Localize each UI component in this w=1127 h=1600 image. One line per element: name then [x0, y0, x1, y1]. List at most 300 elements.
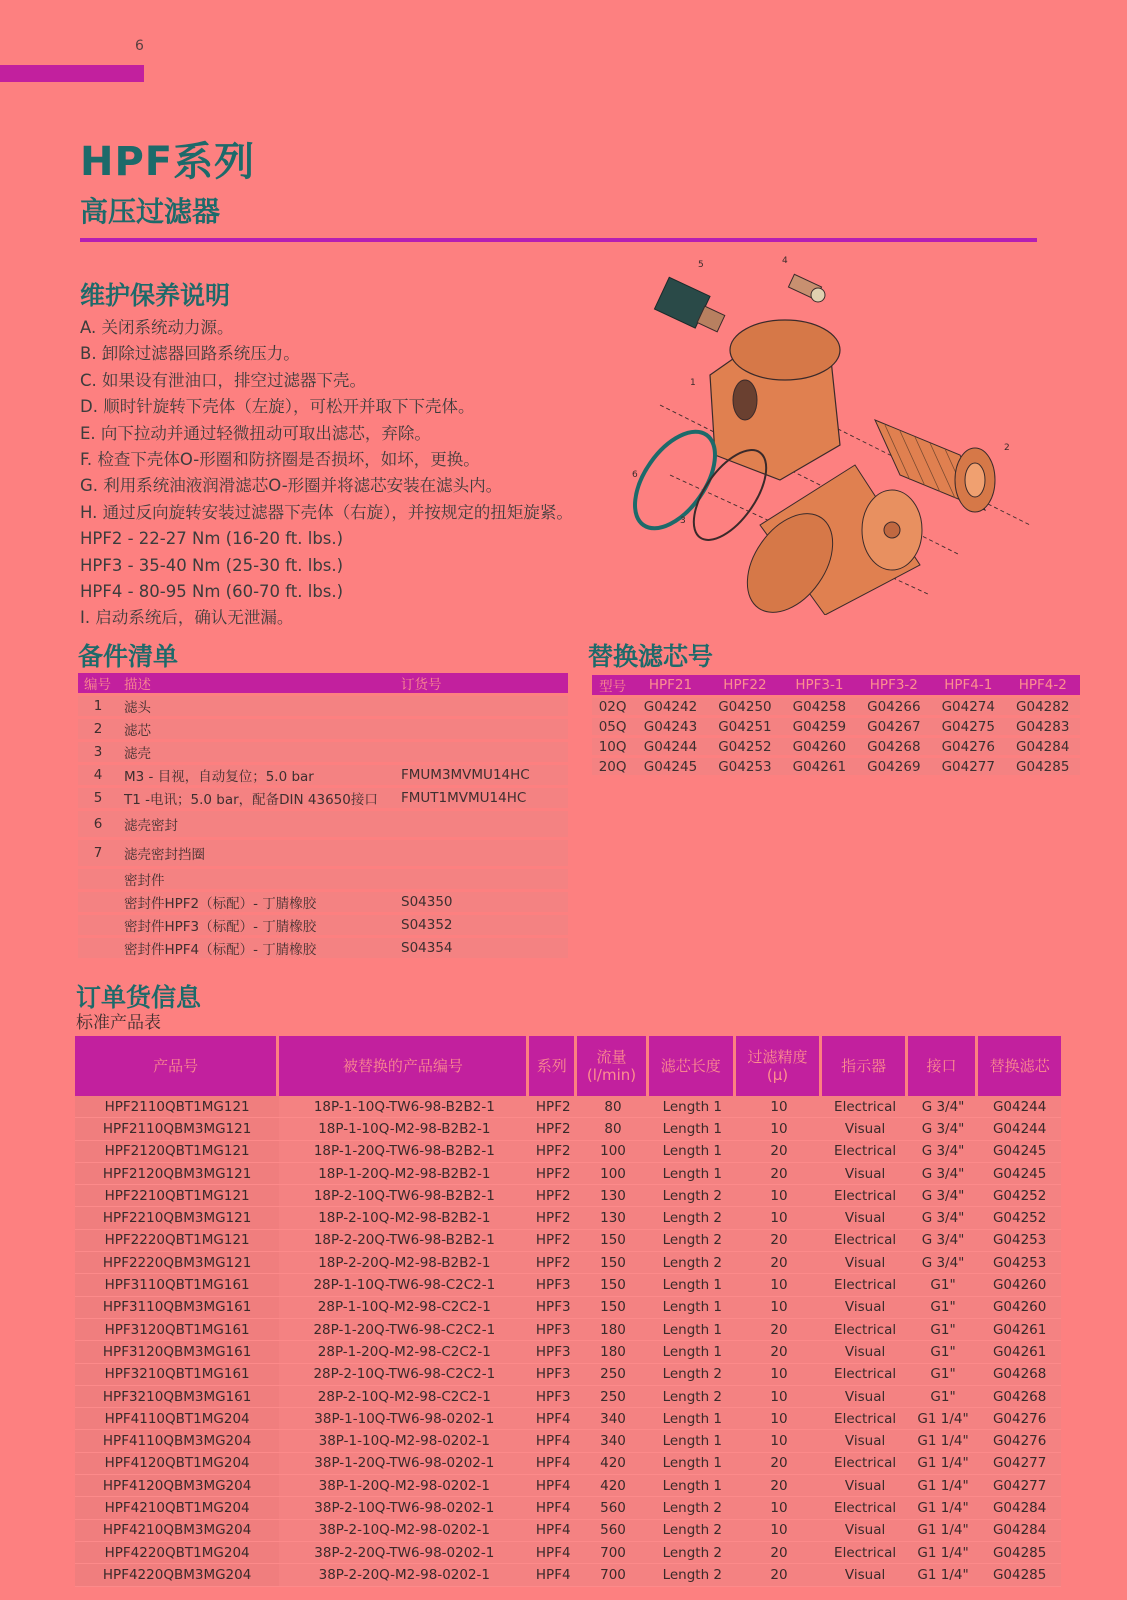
port: G1" [908, 1274, 979, 1296]
product-number: HPF2220QBT1MG121 [75, 1230, 279, 1252]
series: HPF2 [529, 1207, 577, 1229]
series: HPF4 [529, 1475, 577, 1497]
port: G 3/4" [908, 1252, 979, 1274]
order-row [75, 1453, 1061, 1475]
port: G1" [908, 1364, 979, 1386]
parts-row [78, 765, 568, 785]
element-length: Length 1 [649, 1141, 736, 1163]
replacement-element: G04285 [978, 1564, 1061, 1586]
replaced-part-number: 28P-2-10Q-TW6-98-C2C2-1 [279, 1364, 529, 1386]
filtration-rating: 20 [736, 1230, 823, 1252]
element-length: Length 1 [649, 1341, 736, 1363]
element-code: G04284 [1006, 738, 1080, 755]
parts-row [78, 742, 568, 762]
element-code: G04267 [857, 718, 931, 735]
element-code: G04269 [857, 758, 931, 775]
part-description: 密封件HPF2（标配）- 丁腈橡胶 [118, 892, 395, 912]
flow-rate: 150 [577, 1274, 649, 1296]
order-column-header: 接口 [908, 1036, 979, 1096]
part-number [78, 938, 118, 958]
indicator: Electrical [822, 1364, 907, 1386]
filter-rating: 02Q [592, 698, 633, 715]
filter-head [710, 320, 840, 480]
product-number: HPF2220QBM3MG121 [75, 1252, 279, 1274]
series: HPF3 [529, 1274, 577, 1296]
flow-rate: 340 [577, 1430, 649, 1452]
filtration-rating: 10 [736, 1430, 823, 1452]
flow-rate: 700 [577, 1542, 649, 1564]
indicator: Electrical [822, 1453, 907, 1475]
replaced-part-number: 38P-2-20Q-M2-98-0202-1 [279, 1564, 529, 1586]
order-table [75, 1036, 1061, 1587]
part-order-code [395, 719, 568, 739]
product-number: HPF2120QBM3MG121 [75, 1163, 279, 1185]
maintenance-step: HPF3 - 35-40 Nm (25-30 ft. lbs.) [80, 555, 344, 575]
maintenance-step: C. 如果设有泄油口，排空过滤器下壳。 [80, 370, 367, 390]
element-length: Length 2 [649, 1497, 736, 1519]
indicator: Electrical [822, 1319, 907, 1341]
element-length: Length 1 [649, 1297, 736, 1319]
product-number: HPF4120QBT1MG204 [75, 1453, 279, 1475]
maintenance-step: HPF4 - 80-95 Nm (60-70 ft. lbs.) [80, 582, 344, 602]
replaced-part-number: 28P-1-20Q-M2-98-C2C2-1 [279, 1341, 529, 1363]
series: HPF4 [529, 1408, 577, 1430]
maintenance-steps [80, 315, 640, 632]
order-row [75, 1141, 1061, 1163]
replacement-column-header: 型号 [592, 675, 633, 695]
filtration-rating: 10 [736, 1207, 823, 1229]
indicator: Visual [822, 1386, 907, 1408]
replaced-part-number: 38P-1-20Q-TW6-98-0202-1 [279, 1453, 529, 1475]
element-length: Length 2 [649, 1230, 736, 1252]
element-length: Length 1 [649, 1118, 736, 1140]
part-description: 密封件HPF4（标配）- 丁腈橡胶 [118, 938, 395, 958]
element-code: G04244 [633, 738, 707, 755]
indicator: Electrical [822, 1274, 907, 1296]
part-number: 1 [78, 696, 118, 716]
replacement-element: G04245 [978, 1163, 1061, 1185]
order-row [75, 1252, 1061, 1274]
maintenance-heading: 维护保养说明 [80, 281, 231, 310]
filtration-rating: 10 [736, 1096, 823, 1118]
series: HPF3 [529, 1297, 577, 1319]
page-subtitle: 高压过滤器 [80, 195, 221, 228]
replacement-element: G04277 [978, 1475, 1061, 1497]
callout-3: 3 [680, 516, 686, 526]
element-length: Length 2 [649, 1542, 736, 1564]
replacement-column-header: HPF4-1 [931, 675, 1005, 695]
indicator: Visual [822, 1564, 907, 1586]
replaced-part-number: 38P-2-10Q-TW6-98-0202-1 [279, 1497, 529, 1519]
callout-6: 6 [632, 470, 638, 480]
indicator: Electrical [822, 1408, 907, 1430]
parts-column-header: 描述 [118, 673, 395, 693]
replacement-row [592, 718, 1080, 735]
parts-row [78, 915, 568, 935]
series: HPF2 [529, 1163, 577, 1185]
replacement-column-header: HPF3-1 [782, 675, 856, 695]
replacement-element: G04285 [978, 1542, 1061, 1564]
replaced-part-number: 18P-2-20Q-M2-98-B2B2-1 [279, 1252, 529, 1274]
filtration-rating: 10 [736, 1364, 823, 1386]
part-order-code: FMUM3MVMU14HC [395, 765, 568, 785]
replaced-part-number: 18P-1-20Q-TW6-98-B2B2-1 [279, 1141, 529, 1163]
part-description: T1 -电讯；5.0 bar，配备DIN 43650接口 [118, 788, 395, 808]
replaced-part-number: 18P-1-10Q-M2-98-B2B2-1 [279, 1118, 529, 1140]
replaced-part-number: 28P-1-10Q-TW6-98-C2C2-1 [279, 1274, 529, 1296]
product-number: HPF3110QBT1MG161 [75, 1274, 279, 1296]
flow-rate: 180 [577, 1319, 649, 1341]
order-row [75, 1274, 1061, 1296]
filter-bowl [730, 465, 922, 615]
element-code: G04274 [931, 698, 1005, 715]
series: HPF2 [529, 1185, 577, 1207]
element-length: Length 2 [649, 1364, 736, 1386]
part-order-code [395, 811, 568, 837]
product-number: HPF3210QBT1MG161 [75, 1364, 279, 1386]
title-divider [80, 238, 1037, 242]
indicator: Electrical [822, 1185, 907, 1207]
port: G 3/4" [908, 1118, 979, 1140]
series: HPF2 [529, 1141, 577, 1163]
product-number: HPF4220QBM3MG204 [75, 1564, 279, 1586]
part-number: 5 [78, 788, 118, 808]
indicator: Visual [822, 1341, 907, 1363]
parts-row [78, 840, 568, 866]
product-number: HPF3120QBT1MG161 [75, 1319, 279, 1341]
filter-rating: 10Q [592, 738, 633, 755]
replacement-element: G04260 [978, 1297, 1061, 1319]
part-description: 滤壳 [118, 742, 395, 762]
flow-rate: 560 [577, 1497, 649, 1519]
indicator: Electrical [822, 1096, 907, 1118]
parts-row [78, 892, 568, 912]
port: G1 1/4" [908, 1564, 979, 1586]
order-heading: 订单货信息 [76, 983, 202, 1012]
port: G 3/4" [908, 1207, 979, 1229]
flow-rate: 100 [577, 1141, 649, 1163]
flow-rate: 420 [577, 1475, 649, 1497]
part-number: 6 [78, 811, 118, 837]
series: HPF4 [529, 1520, 577, 1542]
order-row [75, 1319, 1061, 1341]
order-row [75, 1542, 1061, 1564]
element-length: Length 1 [649, 1163, 736, 1185]
element-code: G04266 [857, 698, 931, 715]
product-number: HPF4110QBT1MG204 [75, 1408, 279, 1430]
product-number: HPF4220QBT1MG204 [75, 1542, 279, 1564]
flow-rate: 80 [577, 1118, 649, 1140]
flow-rate: 150 [577, 1230, 649, 1252]
parts-column-header: 订货号 [395, 673, 568, 693]
part-description: 滤头 [118, 696, 395, 716]
flow-rate: 80 [577, 1096, 649, 1118]
part-order-code [395, 840, 568, 866]
replaced-part-number: 28P-1-10Q-M2-98-C2C2-1 [279, 1297, 529, 1319]
port: G1" [908, 1297, 979, 1319]
replacement-element: G04252 [978, 1185, 1061, 1207]
replacement-element: G04260 [978, 1274, 1061, 1296]
order-row [75, 1297, 1061, 1319]
replacement-element: G04284 [978, 1520, 1061, 1542]
replacement-row [592, 738, 1080, 755]
flow-rate: 100 [577, 1163, 649, 1185]
electrical-indicator [654, 277, 724, 332]
series: HPF4 [529, 1453, 577, 1475]
callout-2: 2 [1004, 443, 1010, 453]
flow-rate: 180 [577, 1341, 649, 1363]
order-row [75, 1207, 1061, 1229]
flow-rate: 150 [577, 1297, 649, 1319]
port: G1" [908, 1341, 979, 1363]
flow-rate: 420 [577, 1453, 649, 1475]
replacement-element: G04276 [978, 1408, 1061, 1430]
indicator: Electrical [822, 1497, 907, 1519]
order-row [75, 1497, 1061, 1519]
filtration-rating: 20 [736, 1141, 823, 1163]
replacement-element: G04261 [978, 1341, 1061, 1363]
part-order-code [395, 696, 568, 716]
filtration-rating: 10 [736, 1520, 823, 1542]
filtration-rating: 20 [736, 1542, 823, 1564]
element-length: Length 2 [649, 1252, 736, 1274]
parts-row [78, 938, 568, 958]
element-code: G04285 [1006, 758, 1080, 775]
element-code: G04268 [857, 738, 931, 755]
replacement-element: G04253 [978, 1252, 1061, 1274]
order-column-header: 过滤精度 (μ) [736, 1036, 823, 1096]
filtration-rating: 10 [736, 1118, 823, 1140]
part-order-code [395, 869, 568, 889]
filtration-rating: 10 [736, 1297, 823, 1319]
order-column-header: 被替换的产品编号 [279, 1036, 529, 1096]
product-number: HPF3210QBM3MG161 [75, 1386, 279, 1408]
order-row [75, 1430, 1061, 1452]
maintenance-step: B. 卸除过滤器回路系统压力。 [80, 344, 300, 364]
order-row [75, 1230, 1061, 1252]
parts-row [78, 696, 568, 716]
order-column-header: 产品号 [75, 1036, 279, 1096]
product-number: HPF2110QBT1MG121 [75, 1096, 279, 1118]
part-description: M3 - 目视，自动复位；5.0 bar [118, 765, 395, 785]
element-code: G04253 [708, 758, 782, 775]
maintenance-step: G. 利用系统油液润滑滤芯O-形圈并将滤芯安装在滤头内。 [80, 476, 503, 496]
order-row [75, 1386, 1061, 1408]
flow-rate: 130 [577, 1185, 649, 1207]
indicator: Visual [822, 1520, 907, 1542]
port: G1 1/4" [908, 1542, 979, 1564]
replacement-element: G04253 [978, 1230, 1061, 1252]
indicator: Visual [822, 1252, 907, 1274]
series: HPF2 [529, 1230, 577, 1252]
product-number: HPF4120QBM3MG204 [75, 1475, 279, 1497]
filtration-rating: 20 [736, 1475, 823, 1497]
order-column-header: 系列 [529, 1036, 577, 1096]
parts-row [78, 719, 568, 739]
filtration-rating: 20 [736, 1319, 823, 1341]
port: G1 1/4" [908, 1430, 979, 1452]
order-row [75, 1185, 1061, 1207]
replacement-element: G04277 [978, 1453, 1061, 1475]
replacement-row [592, 698, 1080, 715]
filter-exploded-diagram [630, 255, 1050, 615]
replacement-row [592, 758, 1080, 775]
order-row [75, 1096, 1061, 1118]
series: HPF2 [529, 1252, 577, 1274]
replacement-element: G04252 [978, 1207, 1061, 1229]
filtration-rating: 20 [736, 1163, 823, 1185]
replacement-element: G04268 [978, 1386, 1061, 1408]
port: G1 1/4" [908, 1497, 979, 1519]
element-length: Length 1 [649, 1430, 736, 1452]
port: G1 1/4" [908, 1408, 979, 1430]
element-code: G04283 [1006, 718, 1080, 735]
product-number: HPF4210QBM3MG204 [75, 1520, 279, 1542]
order-row [75, 1341, 1061, 1363]
order-row [75, 1118, 1061, 1140]
flow-rate: 700 [577, 1564, 649, 1586]
replaced-part-number: 28P-2-10Q-M2-98-C2C2-1 [279, 1386, 529, 1408]
parts-row [78, 811, 568, 837]
parts-column-header: 编号 [78, 673, 118, 693]
replaced-part-number: 38P-1-20Q-M2-98-0202-1 [279, 1475, 529, 1497]
element-code: G04275 [931, 718, 1005, 735]
part-description: 滤芯 [118, 719, 395, 739]
indicator: Visual [822, 1118, 907, 1140]
flow-rate: 150 [577, 1252, 649, 1274]
order-subheading: 标准产品表 [76, 1013, 161, 1033]
product-number: HPF2210QBT1MG121 [75, 1185, 279, 1207]
element-code: G04261 [782, 758, 856, 775]
filtration-rating: 20 [736, 1453, 823, 1475]
replacement-element: G04268 [978, 1364, 1061, 1386]
series: HPF3 [529, 1386, 577, 1408]
replaced-part-number: 18P-1-20Q-M2-98-B2B2-1 [279, 1163, 529, 1185]
flow-rate: 250 [577, 1364, 649, 1386]
maintenance-step: HPF2 - 22-27 Nm (16-20 ft. lbs.) [80, 529, 344, 549]
element-length: Length 1 [649, 1274, 736, 1296]
indicator: Electrical [822, 1542, 907, 1564]
element-length: Length 1 [649, 1475, 736, 1497]
replacement-element: G04245 [978, 1141, 1061, 1163]
element-length: Length 1 [649, 1096, 736, 1118]
indicator: Electrical [822, 1230, 907, 1252]
element-code: G04242 [633, 698, 707, 715]
port: G 3/4" [908, 1163, 979, 1185]
maintenance-step: H. 通过反向旋转安装过滤器下壳体（右旋），并按规定的扭矩旋紧。 [80, 502, 573, 522]
element-code: G04260 [782, 738, 856, 755]
part-number: 2 [78, 719, 118, 739]
order-column-header: 流量 (l/min) [577, 1036, 649, 1096]
order-row [75, 1408, 1061, 1430]
parts-row [78, 869, 568, 889]
replaced-part-number: 38P-2-10Q-M2-98-0202-1 [279, 1520, 529, 1542]
part-number [78, 915, 118, 935]
replaced-part-number: 38P-1-10Q-M2-98-0202-1 [279, 1430, 529, 1452]
port: G 3/4" [908, 1096, 979, 1118]
port: G1" [908, 1319, 979, 1341]
filter-rating: 20Q [592, 758, 633, 775]
parts-row [78, 788, 568, 808]
element-code: G04282 [1006, 698, 1080, 715]
replacement-column-header: HPF22 [708, 675, 782, 695]
port: G1 1/4" [908, 1475, 979, 1497]
maintenance-step: A. 关闭系统动力源。 [80, 318, 234, 337]
element-code: G04243 [633, 718, 707, 735]
element-code: G04259 [782, 718, 856, 735]
maintenance-step: D. 顺时针旋转下壳体（左旋），可松开并取下下壳体。 [80, 397, 475, 417]
port: G1 1/4" [908, 1453, 979, 1475]
callout-1: 1 [690, 378, 696, 388]
product-number: HPF2110QBM3MG121 [75, 1118, 279, 1140]
header-accent-bar [0, 65, 144, 82]
replacement-heading: 替换滤芯号 [588, 642, 714, 671]
port: G 3/4" [908, 1230, 979, 1252]
port: G1" [908, 1386, 979, 1408]
element-length: Length 1 [649, 1453, 736, 1475]
replaced-part-number: 38P-1-10Q-TW6-98-0202-1 [279, 1408, 529, 1430]
order-column-header: 指示器 [822, 1036, 907, 1096]
series: HPF4 [529, 1564, 577, 1586]
filtration-rating: 10 [736, 1386, 823, 1408]
replacement-column-header: HPF4-2 [1006, 675, 1080, 695]
port: G 3/4" [908, 1185, 979, 1207]
element-code: G04245 [633, 758, 707, 775]
order-row [75, 1163, 1061, 1185]
element-code: G04276 [931, 738, 1005, 755]
callout-5: 5 [698, 260, 704, 270]
order-row [75, 1520, 1061, 1542]
part-order-code: S04352 [395, 915, 568, 935]
replaced-part-number: 18P-2-20Q-TW6-98-B2B2-1 [279, 1230, 529, 1252]
replacement-element: G04284 [978, 1497, 1061, 1519]
filtration-rating: 20 [736, 1252, 823, 1274]
filter-rating: 05Q [592, 718, 633, 735]
product-number: HPF2210QBM3MG121 [75, 1207, 279, 1229]
replacement-element: G04261 [978, 1319, 1061, 1341]
replacement-element: G04276 [978, 1430, 1061, 1452]
part-order-code: FMUT1MVMU14HC [395, 788, 568, 808]
series: HPF2 [529, 1096, 577, 1118]
part-order-code [395, 742, 568, 762]
part-description: 滤壳密封 [118, 811, 395, 837]
order-row [75, 1475, 1061, 1497]
page-title: HPF系列 [80, 139, 256, 185]
parts-heading: 备件清单 [78, 642, 179, 671]
replaced-part-number: 18P-2-10Q-TW6-98-B2B2-1 [279, 1185, 529, 1207]
element-length: Length 2 [649, 1564, 736, 1586]
filtration-rating: 10 [736, 1274, 823, 1296]
part-number [78, 869, 118, 889]
order-column-header: 替换滤芯 [978, 1036, 1061, 1096]
product-number: HPF2120QBT1MG121 [75, 1141, 279, 1163]
indicator: Visual [822, 1297, 907, 1319]
callout-4: 4 [782, 256, 788, 266]
element-code: G04258 [782, 698, 856, 715]
part-order-code: S04354 [395, 938, 568, 958]
filtration-rating: 20 [736, 1341, 823, 1363]
product-number: HPF3110QBM3MG161 [75, 1297, 279, 1319]
indicator: Visual [822, 1163, 907, 1185]
element-length: Length 1 [649, 1408, 736, 1430]
part-number: 4 [78, 765, 118, 785]
replaced-part-number: 18P-2-10Q-M2-98-B2B2-1 [279, 1207, 529, 1229]
indicator: Electrical [822, 1141, 907, 1163]
series: HPF3 [529, 1364, 577, 1386]
element-code: G04250 [708, 698, 782, 715]
order-column-header: 滤芯长度 [649, 1036, 736, 1096]
series: HPF4 [529, 1542, 577, 1564]
